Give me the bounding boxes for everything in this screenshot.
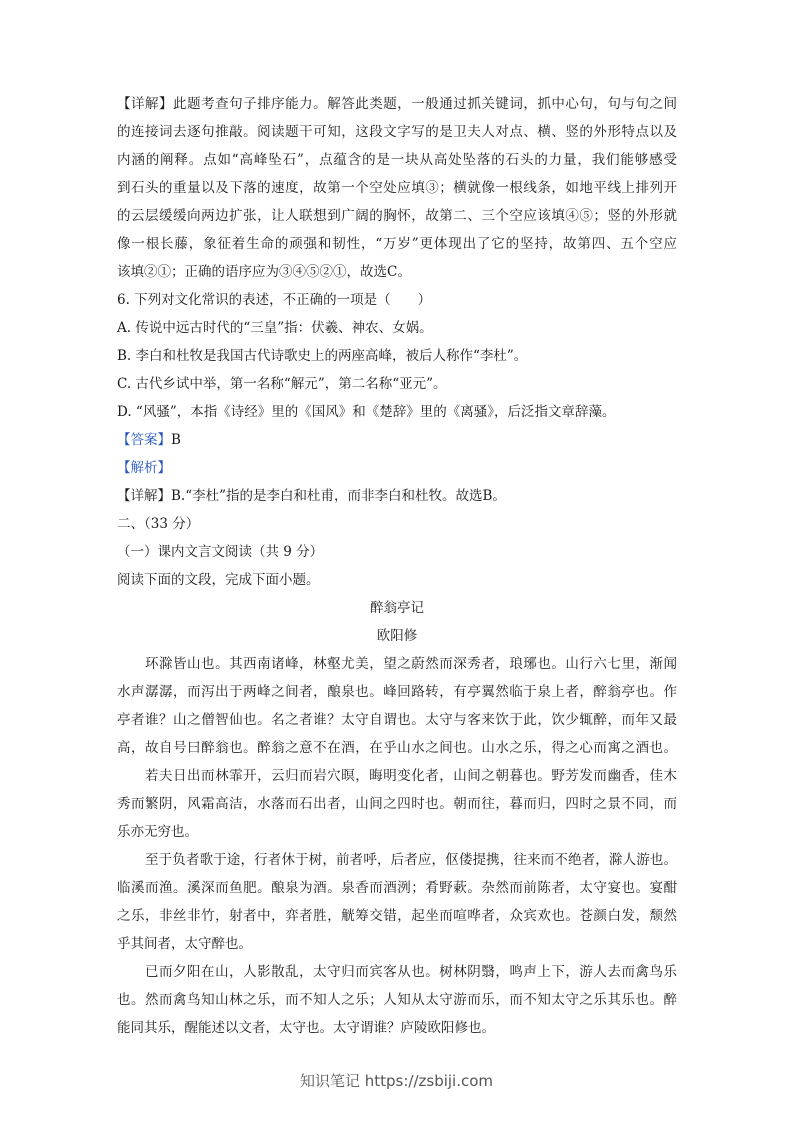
essay-p4-line-1: 已而夕阳在山，人影散乱，太守归而宾客从也。树林阴翳，鸣声上下，游人去而禽鸟乐 — [145, 964, 677, 980]
essay-p2-line-2: 秀而繁阴，风霜高洁，水落而石出者，山间之四时也。朝而往，暮而归，四时之景不同，而 — [117, 796, 677, 812]
option-c: C. 古代乡试中举，第一名称“解元”，第二名称“亚元”。 — [117, 376, 447, 392]
essay-p4-line-3: 能同其乐，醒能述以文者，太守也。太守谓谁？庐陵欧阳修也。 — [117, 1020, 495, 1036]
essay-title: 醉翁亭记 — [370, 600, 424, 616]
question-6-detail: 【详解】B.“李杜”指的是李白和杜甫，而非李白和杜牧。故选B。 — [117, 488, 506, 504]
section-2-subheading: （一）课内文言文阅读（共 9 分） — [117, 544, 324, 560]
detail-line-2: 的连接词去逐句推敲。阅读题干可知，这段文字写的是卫夫人对点、横、竖的外形特点以及 — [117, 124, 677, 140]
option-a: A. 传说中远古时代的“三皇”指：伏羲、神农、女娲。 — [117, 320, 433, 336]
essay-p3-line-3: 之乐，非丝非竹，射者中，弈者胜，觥筹交错，起坐而喧哗者，众宾欢也。苍颜白发，颓然 — [117, 908, 677, 924]
option-b: B. 李白和杜牧是我国古代诗歌史上的两座高峰，被后人称作“李杜”。 — [117, 348, 528, 364]
detail-line-7: 该填②①；正确的语序应为③④⑤②①，故选C。 — [117, 264, 411, 280]
essay-p4-line-2: 也。然而禽鸟知山林之乐，而不知人之乐；人知从太守游而乐，而不知太守之乐其乐也。醉 — [117, 992, 677, 1008]
essay-p1-line-3: 亭者谁？山之僧智仙也。名之者谁？太守自谓也。太守与客来饮于此，饮少辄醉，而年又最 — [117, 712, 677, 728]
answer-label: 【答案】 — [117, 432, 171, 448]
analysis-label: 【解析】 — [117, 460, 171, 476]
option-d: D. “风骚”，本指《诗经》里的《国风》和《楚辞》里的《离骚》，后泛指文章辞藻。 — [117, 404, 616, 420]
detail-line-5: 的云层缓缓向两边扩张，让人联想到广阔的胸怀，故第二、三个空应该填④⑤；竖的外形就 — [117, 208, 677, 224]
detail-line-6: 像一根长藤，象征着生命的顽强和韧性，“万岁”更体现出了它的坚持，故第四、五个空应 — [117, 236, 677, 252]
detail-line-4: 到石头的重量以及下落的速度，故第一个空处应填③；横就像一根线条，如地平线上排列开 — [117, 180, 677, 196]
essay-p3-line-2: 临溪而渔。溪深而鱼肥。酿泉为酒。泉香而酒洌；肴野蔌。杂然而前陈者，太守宴也。宴酣 — [117, 880, 677, 896]
question-6-stem: 6. 下列对文化常识的表述，不正确的一项是（ ） — [117, 292, 432, 308]
essay-p3-line-1: 至于负者歌于途，行者休于树，前者呼，后者应，伛偻提携，往来而不绝者，滁人游也。 — [145, 852, 677, 868]
answer-value: B — [171, 432, 181, 448]
essay-p2-line-3: 乐亦无穷也。 — [117, 824, 198, 840]
footer-watermark: 知识笔记 https://zsbiji.com — [299, 1072, 494, 1090]
reading-instruction: 阅读下面的文段，完成下面小题。 — [117, 572, 320, 588]
essay-p3-line-4: 乎其间者，太守醉也。 — [117, 936, 252, 952]
detail-line-3: 内涵的阐释。点如“高峰坠石”，点蕴含的是一块从高处坠落的石头的力量，我们能够感受 — [117, 152, 677, 168]
section-2-heading: 二、（33 分） — [117, 516, 200, 532]
essay-p1-line-1: 环滁皆山也。其西南诸峰，林壑尤美，望之蔚然而深秀者，琅琊也。山行六七里，渐闻 — [145, 656, 677, 672]
detail-line-1: 【详解】此题考查句子排序能力。解答此类题，一般通过抓关键词，抓中心句，句与句之间 — [117, 96, 677, 112]
essay-p1-line-2: 水声潺潺，而泻出于两峰之间者，酿泉也。峰回路转，有亭翼然临于泉上者，醉翁亭也。作 — [117, 684, 677, 700]
essay-p2-line-1: 若夫日出而林霏开，云归而岩穴暝，晦明变化者，山间之朝暮也。野芳发而幽香，佳木 — [145, 768, 677, 784]
essay-p1-line-4: 高，故自号曰醉翁也。醉翁之意不在酒，在乎山水之间也。山水之乐，得之心而寓之酒也。 — [117, 740, 677, 756]
answer-line — [117, 430, 677, 450]
essay-author: 欧阳修 — [376, 628, 418, 644]
